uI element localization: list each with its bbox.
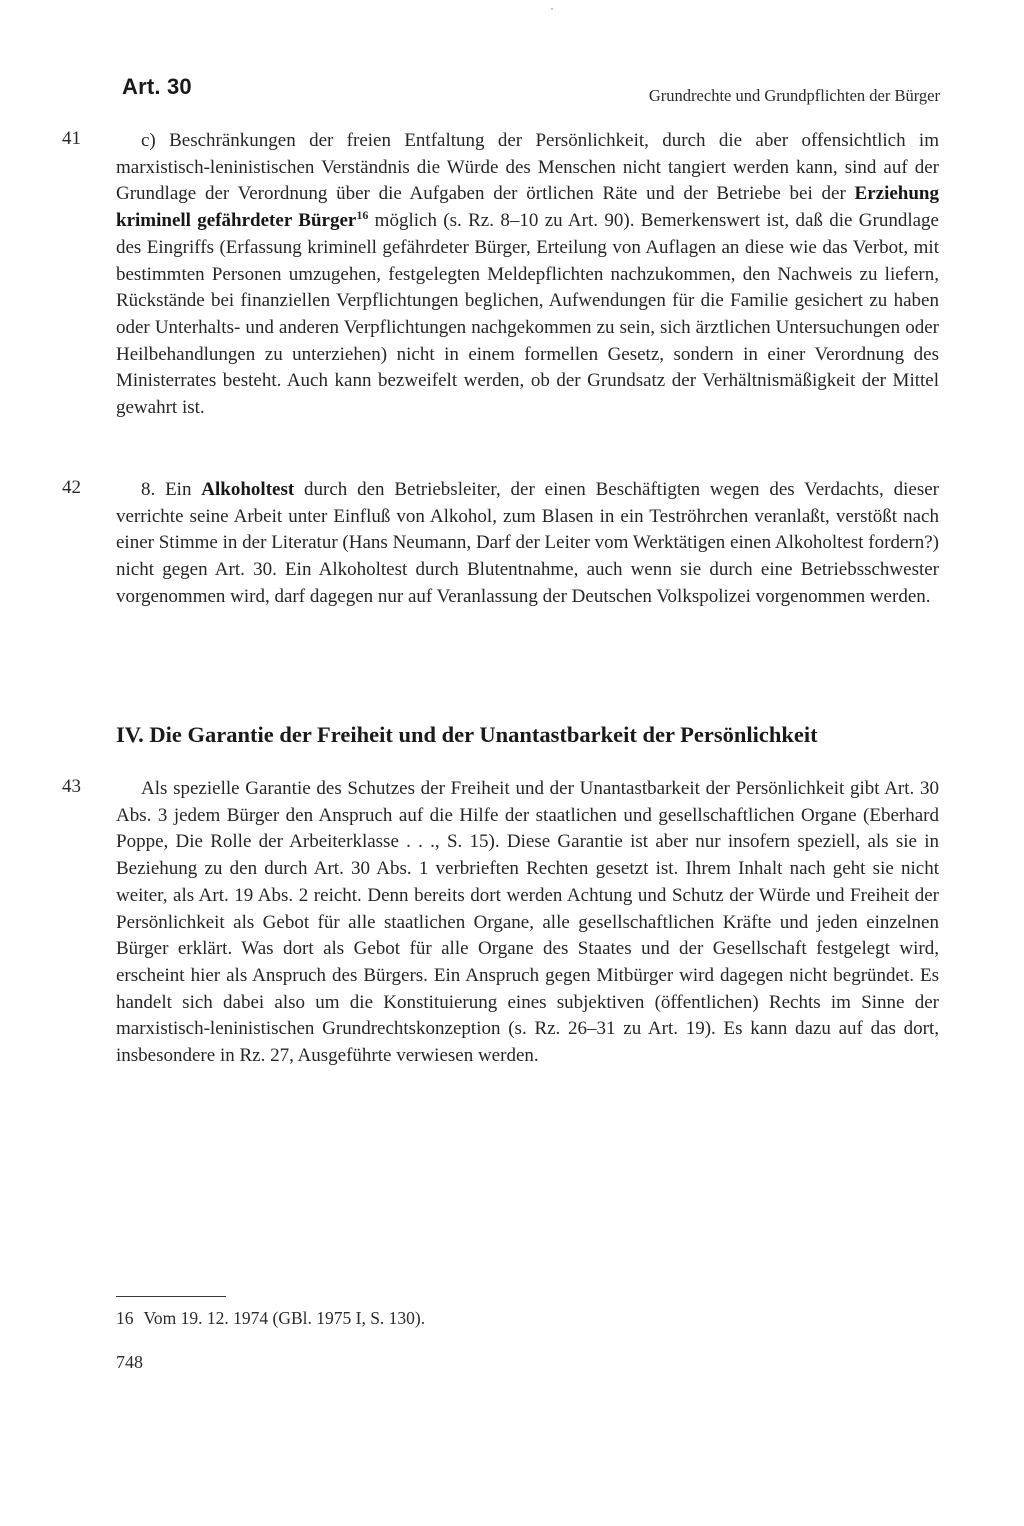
paragraph-43 [116,776,939,1070]
keyword-alkoholtest: Alkoholtest [201,479,295,500]
article-label: Art. 30 [122,74,192,99]
footnote-text: Vom 19. 12. 1974 (GBl. 1975 I, S. 130). [143,1308,426,1328]
margin-number-41: 41 [62,128,81,149]
footnote-ref-16: 16 [356,208,369,223]
paragraph-42 [116,477,939,611]
margin-number-42: 42 [62,477,81,498]
paragraph-text: durch den Betriebsleiter, der einen Beschäftigten wegen des Verdachts, dieser verrichte seine Arbeit unter Einfluß von Alkohol, zum Blasen in ein Teströhrchen veranlaßt, verstößt nach einer Stimme in der Literatur (Hans Neumann, Darf der Leiter vom Werktätigen einen Alkoholtest fordern?) nicht gegen Art. 30. Ein Alkoholtest durch Blutentnahme, auch wenn sie durch eine Betriebsschwester vorgenommen wird, darf dagegen nur auf Veranlassung der Deutschen Volkspolizei vorgenommen werden. [116,479,939,607]
paragraph-text: Als spezielle Garantie des Schutzes der Freiheit und der Unantastbarkeit der Persönlichkeit gibt Art. 30 Abs. 3 jedem Bürger den Anspruch auf die Hilfe der staatlichen und gesellschaftlichen Organe (Eberhard Poppe, Die Rolle der Arbeiterklasse . . ., S. 15). Diese Garantie ist aber nur insofern speziell, als sie in Beziehung zu den durch Art. 30 Abs. 1 verbrieften Rechten gesetzt ist. Ihrem Inhalt nach geht sie nicht weiter, als Art. 19 Abs. 2 reicht. Denn bereits dort werden Achtung und Schutz der Würde und Freiheit der Persönlichkeit als Gebot für alle staatlichen Organe, alle gesellschaftlichen Kräfte und jeden einzelnen Bürger erklärt. Was dort als Gebot für alle Organe des Staates und der Gesellschaft festgelegt wird, erscheint hier als Anspruch des Bürgers. Ein Anspruch gegen Mitbürger wird dagegen nicht begründet. Es handelt sich dabei also um die Konstituierung eines subjektiven (öffentlichen) Rechts im Sinne der marxistisch-leninistischen Grundrechtskonzeption (s. Rz. 26–31 zu Art. 19). Es kann dazu auf das dort, insbesondere in Rz. 27, Ausgeführte verwiesen werden. [116,778,939,1067]
footnote-number: 16 [116,1308,134,1328]
paragraph-text: 8. Ein [141,479,202,500]
scan-speck [551,8,553,10]
running-title: Grundrechte und Grundpflichten der Bürger [648,86,940,105]
margin-number-43: 43 [62,776,81,797]
keyword-erziehung-kriminell-gefaehrdeter-buerger: Erziehung kriminell gefährdeter Bürger [116,183,939,232]
footnote-separator [116,1296,226,1297]
paragraph-text: möglich (s. Rz. 8–10 zu Art. 90). Bemerkenswert ist, daß die Grundlage des Eingriffs (Erfassung kriminell gefährdeter Bürger, Erteilung von Auflagen an diese wie das Verbot, mit bestimmten Personen umzugehen, festgelegten Meldepflichten nachzukommen, den Nachweis zu liefern, Rückstände bei finanziellen Verpflichtungen beglichen, Aufwendungen für die Familie gesichert zu haben oder Unterhalts- und anderen Verpflichtungen nachgekommen zu sein, sich ärztlichen Untersuchungen oder Heilbehandlungen zu unterziehen) nicht in einem formellen Gesetz, sondern in einer Verordnung des Ministerrates besteht. Auch kann bezweifelt werden, ob der Grundsatz der Verhältnismäßigkeit der Mittel gewahrt ist. [116,210,939,419]
footnote [116,1308,425,1329]
section-heading: IV. Die Garantie der Freiheit und der Unantastbarkeit der Persönlichkeit [116,722,818,747]
paragraph-text: c) Beschränkungen der freien Entfaltung der Persönlichkeit, durch die aber offensichtlich im marxistisch-leninistischen Verständnis die Würde des Menschen nicht tangiert werden kann, sind auf der Grundlage der Verordnung über die Aufgaben der örtlichen Räte und der Betriebe bei der [116,130,939,205]
paragraph-41 [116,128,939,422]
page-number: 748 [116,1352,143,1372]
